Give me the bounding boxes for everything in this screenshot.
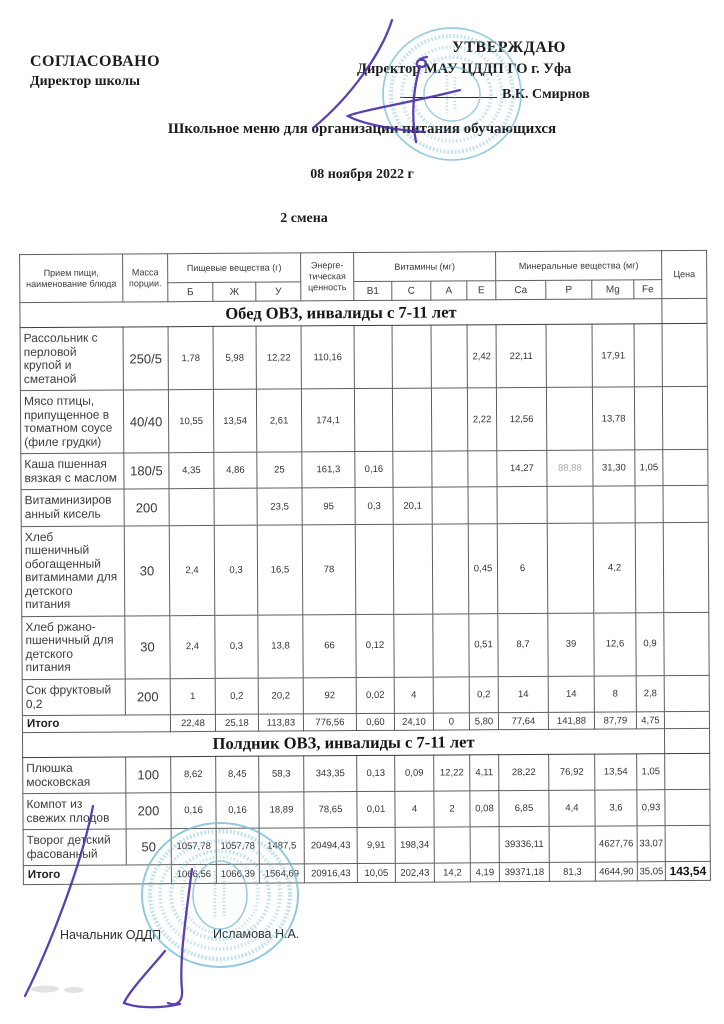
total-value-cell: 202,43 (395, 863, 434, 882)
value-cell: 2 (434, 791, 470, 827)
value-cell: 0,9 (636, 613, 664, 676)
value-cell (635, 522, 664, 612)
value-cell: 0,02 (356, 677, 394, 713)
menu-table (19, 250, 711, 886)
section-title-spacer (662, 298, 707, 323)
dish-name-cell: Хлеб пшеничный обогащенный витаминами для детского питания (21, 526, 125, 617)
value-cell: 4,86 (214, 453, 257, 489)
value-cell: 4,11 (470, 755, 499, 791)
portion-mass-cell: 100 (126, 757, 171, 793)
total-label-cell: Итого (23, 865, 171, 885)
value-cell: 0,3 (215, 615, 258, 678)
value-cell: 2,8 (636, 676, 664, 712)
value-cell (392, 325, 431, 388)
value-cell: 2,4 (169, 525, 215, 616)
col-subheader-a: А (431, 281, 467, 300)
value-cell (663, 450, 708, 486)
value-cell: 0,08 (470, 791, 499, 827)
footer-signer-name: Исламова Н.А. (213, 927, 300, 941)
value-cell (169, 489, 214, 525)
value-cell: 88,88 (547, 450, 593, 486)
portion-mass-cell: 180/5 (124, 453, 169, 489)
value-cell: 17,91 (592, 324, 634, 387)
value-cell: 4627,76 (595, 826, 637, 862)
value-cell: 1057,78 (171, 829, 216, 865)
approved-signer-name: В.К. Смирнов (502, 87, 590, 102)
section-title: Полдник ОВЗ, инвалиды с 7-11 лет (23, 729, 665, 758)
value-cell (354, 325, 392, 388)
value-cell: 12,56 (496, 388, 546, 451)
value-cell: 0,12 (356, 614, 394, 677)
value-cell (549, 826, 595, 862)
value-cell: 78,65 (304, 792, 357, 828)
total-value-cell: 14,2 (434, 863, 470, 882)
col-subheader-mg: Mg (592, 280, 634, 299)
portion-mass-cell: 200 (125, 679, 170, 715)
dish-row (23, 790, 710, 830)
dish-name-cell: Мясо птицы, припущенное в томатном соусе (филе грудки) (20, 390, 123, 454)
value-cell: 23,5 (257, 488, 302, 524)
signature-line (400, 84, 497, 98)
approved-title: УТВЕРЖДАЮ (452, 39, 566, 56)
approved-subtitle: Директор МАУ ЦДДП ГО г. Уфа (357, 61, 572, 77)
value-cell (432, 451, 468, 487)
value-cell (546, 387, 592, 450)
total-label-cell: Итого (22, 715, 170, 733)
dish-row (21, 522, 709, 616)
value-cell: 28,22 (499, 755, 549, 791)
col-subheader-e: Е (467, 281, 496, 300)
total-value-cell: 20916,43 (304, 864, 357, 883)
total-value-cell: 81,3 (549, 863, 595, 882)
value-cell: 198,34 (395, 827, 434, 863)
value-cell (432, 523, 469, 613)
value-cell: 1 (170, 678, 215, 714)
value-cell: 31,30 (593, 450, 635, 486)
value-cell (634, 387, 662, 450)
value-cell: 20,1 (393, 488, 432, 524)
dish-row (21, 486, 708, 526)
total-value-cell: 1564,69 (259, 864, 304, 883)
value-cell: 1057,78 (216, 828, 259, 864)
total-value-cell: 776,56 (303, 714, 356, 731)
value-cell: 110,16 (301, 326, 354, 390)
value-cell: 0,93 (637, 790, 665, 826)
value-cell: 0,51 (469, 614, 498, 677)
value-cell: 0,3 (355, 488, 393, 524)
approved-signature-row (400, 84, 590, 103)
value-cell: 58,3 (259, 756, 304, 792)
smudge-mark (31, 986, 84, 994)
total-value-cell: 35,05 (637, 862, 665, 881)
value-cell: 1,05 (637, 754, 665, 790)
total-row (23, 862, 710, 885)
value-cell (468, 451, 497, 487)
value-cell: 2,42 (467, 325, 496, 388)
value-cell: 14,27 (497, 451, 547, 487)
value-cell: 25 (257, 452, 302, 488)
col-subheader-ca: Ca (496, 280, 546, 299)
dish-row (20, 323, 707, 390)
value-cell: 6 (497, 523, 548, 614)
value-cell (664, 675, 709, 711)
portion-mass-cell: 250/5 (123, 327, 168, 390)
value-cell: 8,62 (171, 757, 216, 793)
dish-name-cell: Компот из свежих плодов (23, 793, 126, 830)
value-cell: 13,8 (258, 615, 303, 678)
value-cell: 1,05 (635, 450, 663, 486)
col-header-dish: Прием пищи, наименование блюда (20, 254, 123, 303)
value-cell: 5,98 (213, 326, 256, 389)
value-cell: 13,78 (592, 387, 634, 450)
total-value-cell: 10,05 (357, 864, 395, 883)
value-cell (393, 451, 432, 487)
value-cell: 8,7 (498, 613, 548, 676)
col-subheader-c: С (392, 281, 431, 300)
value-cell (354, 389, 392, 452)
value-cell: 12,22 (256, 326, 301, 389)
dish-name-cell: Каша пшенная вязкая с маслом (21, 453, 124, 490)
value-cell: 39336,11 (499, 827, 549, 863)
value-cell: 343,35 (304, 756, 357, 792)
value-cell (663, 486, 708, 522)
total-value-cell: 1066,39 (216, 865, 259, 884)
value-cell: 20494,43 (304, 828, 357, 864)
col-group-minerals: Минеральные вещества (мг) (496, 251, 662, 281)
value-cell: 0,45 (468, 523, 498, 613)
value-cell (392, 388, 431, 451)
value-cell: 9,91 (357, 828, 395, 864)
col-header-energy: Энерге- тическая ценность (301, 253, 354, 301)
value-cell (662, 323, 707, 386)
value-cell: 0,13 (357, 755, 395, 791)
value-cell (394, 614, 433, 677)
portion-mass-cell: 200 (126, 793, 171, 829)
portion-mass-cell: 200 (124, 489, 169, 525)
value-cell: 8,45 (216, 756, 259, 792)
document-date: 08 ноября 2022 г (310, 167, 414, 182)
total-value-cell: 25,18 (215, 714, 258, 731)
total-value-cell: 22,48 (170, 715, 215, 732)
dish-row (22, 675, 709, 715)
value-cell: 13,54 (595, 754, 637, 790)
col-header-price: Цена (662, 250, 707, 298)
value-cell: 39 (548, 613, 594, 676)
value-cell: 2,22 (467, 388, 496, 451)
col-header-mass: Масса порции. (123, 254, 168, 302)
value-cell: 0,16 (171, 793, 216, 829)
col-subheader-zh: Ж (213, 282, 256, 301)
total-value-cell: 1066,56 (171, 865, 216, 884)
value-cell: 0,01 (357, 792, 395, 828)
total-value-cell: 5,80 (469, 713, 498, 730)
col-subheader-u: У (256, 282, 301, 301)
value-cell: 1487,5 (259, 828, 304, 864)
col-subheader-p: P (546, 280, 592, 299)
value-cell (635, 486, 663, 522)
value-cell (431, 388, 467, 451)
value-cell: 14 (548, 676, 594, 712)
total-value-cell: 4644,90 (595, 862, 637, 881)
value-cell (497, 487, 547, 523)
value-cell (662, 387, 707, 450)
total-value-cell (664, 712, 709, 729)
total-value-cell: 113,83 (258, 714, 303, 731)
value-cell: 161,3 (302, 452, 355, 488)
value-cell: 66 (303, 614, 356, 678)
total-value-cell: 77,64 (498, 713, 548, 730)
dish-row (21, 450, 708, 490)
col-group-vitamins: Витамины (мг) (354, 252, 496, 282)
total-value-cell: 143,54 (665, 862, 710, 881)
value-cell: 92 (303, 678, 356, 714)
value-cell: 4,4 (549, 790, 595, 826)
menu-table-body (20, 298, 711, 885)
col-group-nutrients: Пищевые вещества (г) (168, 253, 301, 283)
value-cell: 174,1 (301, 389, 354, 453)
dish-name-cell: Рассольник с перловой крупой и сметаной (20, 327, 123, 391)
value-cell: 1,78 (168, 326, 213, 389)
value-cell (468, 487, 497, 523)
value-cell: 95 (302, 488, 355, 524)
footer-position-label: Начальник ОДДП (60, 928, 162, 942)
value-cell (665, 754, 710, 790)
dish-row (22, 612, 709, 679)
value-cell (634, 324, 662, 387)
value-cell: 4,35 (169, 453, 214, 489)
value-cell (433, 677, 469, 713)
shift-label: 2 смена (280, 211, 328, 226)
value-cell: 4 (395, 791, 434, 827)
section-title-spacer (665, 729, 710, 754)
value-cell: 2,4 (170, 615, 215, 678)
value-cell: 0,2 (469, 677, 498, 713)
menu-table-header (20, 250, 707, 302)
value-cell: 0,09 (395, 755, 434, 791)
value-cell: 0,16 (216, 792, 259, 828)
dish-row (23, 826, 710, 866)
portion-mass-cell: 30 (125, 616, 170, 679)
value-cell (434, 827, 470, 863)
value-cell: 10,55 (168, 390, 213, 453)
value-cell (546, 324, 592, 387)
value-cell: 16,5 (257, 524, 303, 615)
value-cell: 76,92 (549, 754, 595, 790)
value-cell (665, 826, 710, 862)
value-cell (664, 612, 709, 675)
value-cell: 20,2 (258, 678, 303, 714)
dish-name-cell: Творог детский фасованный (23, 829, 126, 866)
value-cell (432, 487, 468, 523)
value-cell: 4,2 (593, 522, 636, 613)
value-cell (547, 523, 594, 614)
total-value-cell: 0,60 (356, 713, 394, 730)
dish-name-cell: Витаминизиров анный кисель (21, 489, 124, 526)
value-cell (663, 522, 709, 613)
value-cell (431, 325, 467, 388)
value-cell: 33,07 (637, 826, 665, 862)
value-cell: 4 (394, 677, 433, 713)
value-cell: 0,3 (214, 525, 258, 616)
value-cell: 13,54 (213, 389, 256, 452)
col-subheader-fe: Fe (634, 280, 662, 299)
total-value-cell: 39371,18 (499, 863, 549, 882)
value-cell: 3,6 (595, 790, 637, 826)
value-cell: 12,6 (594, 613, 636, 676)
total-value-cell: 4,19 (470, 863, 499, 882)
value-cell: 14 (498, 676, 548, 712)
value-cell (393, 524, 433, 615)
dish-name-cell: Хлеб ржано- пшеничный для детского питания (22, 616, 125, 680)
agreed-subtitle: Директор школы (30, 74, 141, 89)
col-subheader-b: Б (168, 282, 213, 301)
portion-mass-cell: 30 (124, 525, 170, 616)
value-cell: 2,61 (256, 389, 301, 452)
value-cell: 8 (594, 676, 636, 712)
value-cell: 78 (302, 524, 356, 615)
total-value-cell: 0 (433, 713, 469, 730)
value-cell: 0,16 (355, 452, 393, 488)
value-cell: 6,85 (499, 791, 549, 827)
value-cell: 22,11 (496, 324, 546, 387)
value-cell (355, 524, 394, 615)
document-title: Школьное меню для организации питания обучающихся (167, 121, 557, 137)
value-cell: 0,2 (215, 678, 258, 714)
value-cell: 12,22 (434, 755, 470, 791)
total-value-cell: 24,10 (394, 713, 433, 730)
value-cell: 18,89 (259, 792, 304, 828)
dish-row (23, 754, 710, 794)
value-cell (665, 790, 710, 826)
portion-mass-cell: 40/40 (123, 390, 168, 453)
dish-name-cell: Плюшка московская (23, 757, 126, 794)
dish-row (20, 387, 707, 454)
value-cell (547, 487, 593, 523)
value-cell (593, 486, 635, 522)
total-value-cell: 141,88 (548, 712, 594, 729)
value-cell (433, 614, 469, 677)
value-cell (470, 827, 499, 863)
dish-name-cell: Сок фруктовый 0,2 (22, 679, 125, 716)
section-title: Обед ОВЗ, инвалиды с 7-11 лет (20, 299, 662, 328)
total-value-cell: 87,79 (594, 712, 636, 729)
value-cell (214, 489, 257, 525)
total-value-cell: 4,75 (636, 712, 664, 729)
col-subheader-b1: В1 (354, 281, 392, 300)
agreed-title: СОГЛАСОВАНО (30, 53, 161, 70)
portion-mass-cell: 50 (126, 829, 171, 865)
